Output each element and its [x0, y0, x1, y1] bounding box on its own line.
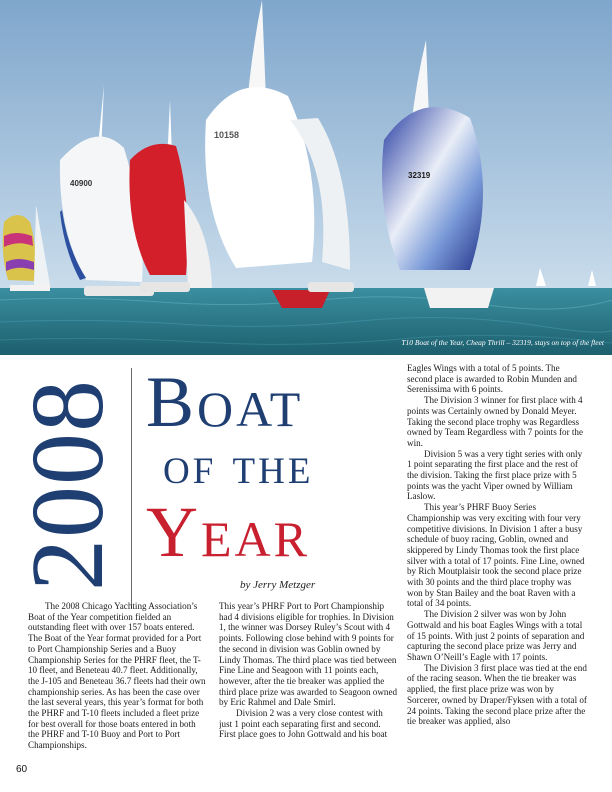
paragraph: Division 5 was a very tight series with only 1 point separating the first place and the rest of the division. Taking the first place prize with 5 points was the yacht Viper owned by William Laslow.: [407, 448, 583, 502]
svg-text:32319: 32319: [408, 171, 431, 180]
paragraph: The 2008 Chicago Yachting Association’s Boat of the Year competition fielded an outstanding fleet with over 157 boats entered. The Boat of the Year format provided for a Port to Port Championship Series and a Buoy Championship Series for the PHRF fleet, the T-10 fleet, and Beneteau 40.7 fleet. Additionally, the J-105 and Beneteau 36.7 fleets had their own championship series. As has been the case over the last several years, this year’s format for both the PHRF and T-10 fleets included a fleet prize for best overall for those boats entered in both the PHRF and T-10 Buoy and Port to Port Championships.: [28, 601, 206, 751]
svg-text:10158: 10158: [214, 130, 240, 140]
paragraph: This year’s PHRF Buoy Series Championship was very exciting with four very competitive divisions. In Division 1 after a busy schedule of buoy racing, Goblin, owned and skippered by Lindy Thomas took the first place silver with a total of 17 points. Fine Line, owned by Rich Moutplaisir took the second place prize with 30 points and the third place trophy was won by Stan Bailey and the boat Raven with a total of 34 points.: [407, 502, 585, 609]
article-column-2: [219, 601, 398, 781]
title-of-the: of the: [163, 437, 314, 495]
paragraph: Eagles Wings with a total of 5 points. The second place is awarded to Robin Munden and Serenissima with 6 points.: [407, 363, 577, 395]
paragraph: Division 2 was a very close contest with just 1 point each separating first and second. First place goes to John Gottwald and his boat: [219, 708, 388, 740]
page-number: 60: [16, 764, 28, 775]
svg-text:40900: 40900: [70, 179, 93, 188]
byline: by Jerry Metzger: [240, 579, 316, 591]
article-column-3: [407, 363, 587, 781]
sailing-photo: [0, 0, 612, 355]
photo-caption: T10 Boat of the Year, Cheap Thrill – 32319, stays on top of the fleet: [401, 338, 604, 347]
article-column-1: [28, 601, 208, 769]
title-year-word: Year: [146, 492, 310, 572]
title-divider: [131, 368, 132, 608]
paragraph: The Division 3 first place was tied at the end of the racing season. When the tie breaker was applied, the first place prize was won by Sorcerer, owned by Draper/Fyksen with a total of 24 points. Taking the second place prize after the tie breaker was applied, also: [407, 662, 587, 727]
title-boat: Boat: [146, 362, 304, 442]
paragraph: The Division 3 winner for first place with 4 points was Certainly owned by Donald Meyer. Taking the second place trophy was Regardless owned by Team Regardless with 7 points for the win.: [407, 395, 583, 448]
paragraph: This year’s PHRF Port to Port Championship had 4 divisions eligible for trophies. In Division 1, the winner was Dorsey Ruley’s Scout with 4 points. Following close behind with 9 points for the second in division was Goblin owned by Lindy Thomas. The third place was tied between Fine Line and Seagoon with 11 points each, however, after the tie breaker was applied the third place prize was awarded to Seagoon owned by Eric Rahmel and Dale Smirl.: [219, 601, 398, 708]
title-year: 2008: [10, 379, 125, 591]
paragraph: The Division 2 silver was won by John Gottwald and his boat Eagles Wings with a total of 15 points. With just 2 points of separation and capturing the second place prize was Jerry and Shawn O’Neill’s Eagle with 17 points.: [407, 609, 585, 662]
